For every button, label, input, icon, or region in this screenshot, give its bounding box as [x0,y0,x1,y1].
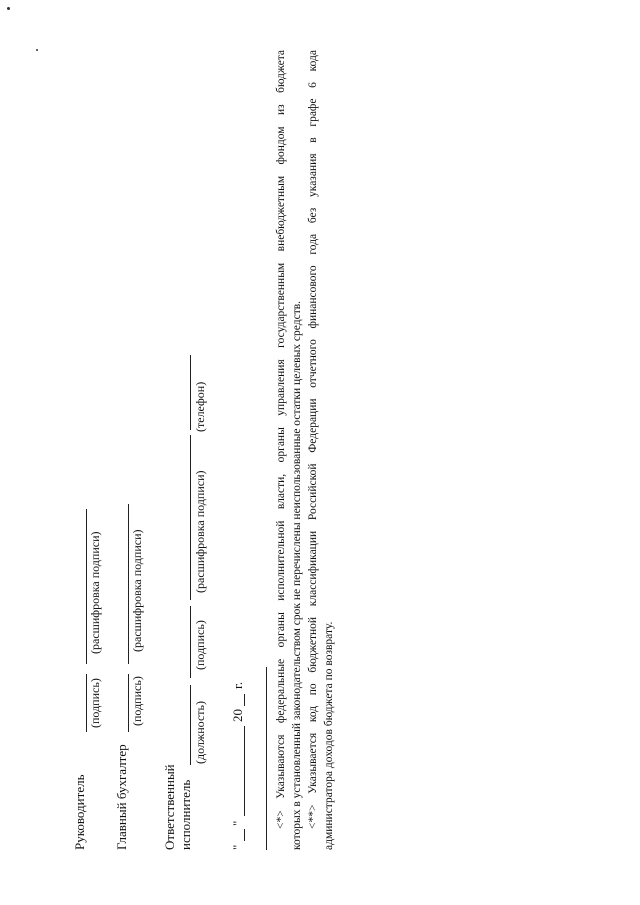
date-year-prefix: 20 [230,709,245,722]
executor-sign-line [190,606,191,678]
chief-decode-line [128,504,129,664]
executor-sign-caption: (подпись) [193,620,207,670]
footnote-2-line-2: администратора доходов бюджета по возврату. [323,621,335,850]
date-day-line [244,829,245,841]
executor-phone-caption: (телефон) [193,381,207,432]
executor-phone-line [190,355,191,430]
head-decode-caption: (расшифровка подписи) [88,531,102,654]
date-quote-open: " [230,844,245,850]
executor-label-line2: исполнитель [178,779,193,850]
head-label: Руководитель [72,774,87,850]
date-year-suffix: г. [230,681,245,689]
footnote-1-line-1: <*> Указываются федеральные органы исполнительной власти, органы управления государственным внебюджетным фондом из бюджета [275,50,287,829]
head-sign-caption: (подпись) [88,678,102,728]
executor-decode-caption: (расшифровка подписи) [193,470,207,593]
head-decode-line [86,509,87,664]
scan-speck [36,49,38,51]
chief-accountant-label: Главный бухгалтер [114,744,129,850]
head-sign-line [86,674,87,732]
executor-position-line [190,685,191,765]
chief-sign-caption: (подпись) [130,676,144,726]
date-quote-close: " [230,820,245,826]
footnote-separator [266,667,267,850]
executor-position-caption: (должность) [193,701,207,764]
footnote-1-line-2: которых в установленный законодательством срок не перечислены неиспользованные остатки целевых средств. [291,300,303,850]
executor-decode-line [190,435,191,600]
date-month-line [244,726,245,816]
executor-label-line1: Ответственный [162,764,177,850]
footnote-2-line-1: <**> Указывается код по бюджетной классификации Российской Федерации отчетного финансового года без указания в графе 6 кода [307,50,319,829]
scan-speck [7,7,10,10]
chief-decode-caption: (расшифровка подписи) [130,529,144,652]
date-year-line [244,694,245,706]
signature-block [70,50,350,850]
chief-sign-line [128,674,129,732]
